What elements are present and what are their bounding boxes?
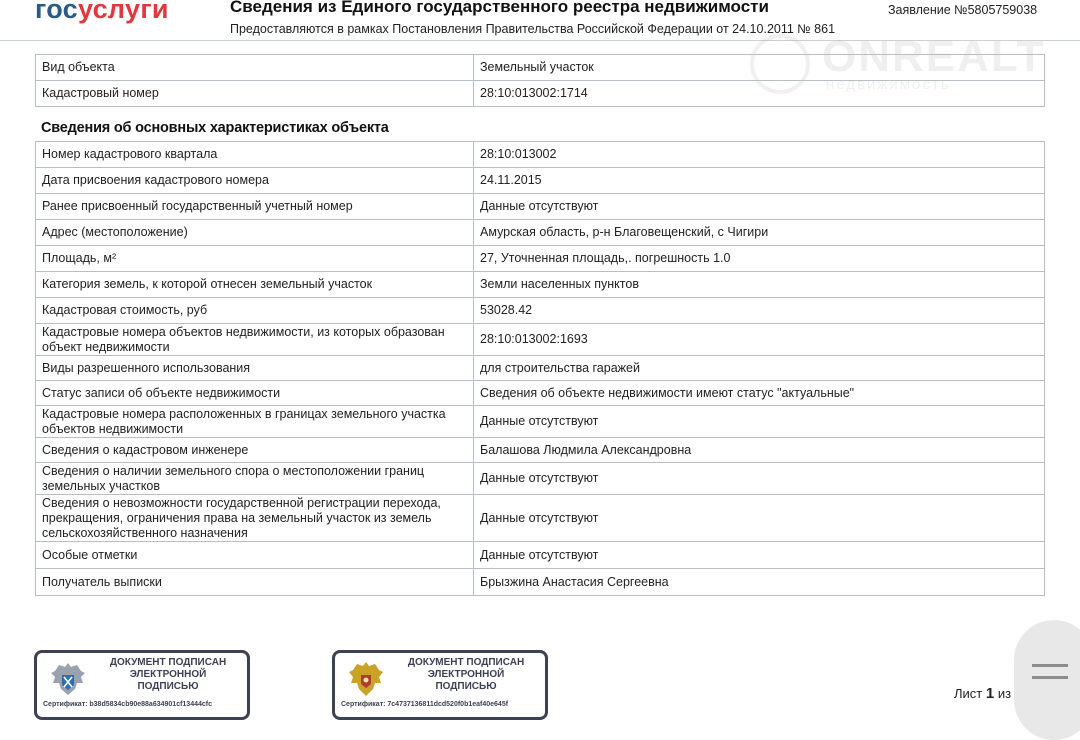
row-value: Брызжина Анастасия Сергеевна bbox=[474, 569, 1045, 596]
row-label: Категория земель, к которой отнесен земельный участок bbox=[36, 272, 474, 298]
document-header bbox=[0, 0, 1080, 41]
row-value: 27, Уточненная площадь,. погрешность 1.0 bbox=[474, 246, 1045, 272]
table-row bbox=[36, 168, 1045, 194]
row-value: Данные отсутствуют bbox=[474, 406, 1045, 438]
characteristics-table bbox=[35, 141, 1045, 596]
table-row bbox=[36, 324, 1045, 356]
row-label: Сведения о невозможности государственной регистрации перехода, прекращения, ограничения права на земельный участок из земель сельскохозяйственного назначения bbox=[36, 495, 474, 542]
row-value: 24.11.2015 bbox=[474, 168, 1045, 194]
russian-coat-of-arms-icon bbox=[347, 659, 385, 699]
watermark-subtext: недвижимость bbox=[826, 76, 951, 93]
row-value: Земельный участок bbox=[474, 55, 1045, 81]
table-row bbox=[36, 542, 1045, 569]
table-row bbox=[36, 356, 1045, 381]
row-label: Дата присвоения кадастрового номера bbox=[36, 168, 474, 194]
page-indicator bbox=[954, 685, 1011, 702]
row-label: Получатель выписки bbox=[36, 569, 474, 596]
row-value: Балашова Людмила Александровна bbox=[474, 438, 1045, 463]
stamp-text bbox=[391, 657, 541, 693]
signature-stamp bbox=[332, 650, 548, 720]
row-label: Ранее присвоенный государственный учетный номер bbox=[36, 194, 474, 220]
table-row bbox=[36, 569, 1045, 596]
table-row bbox=[36, 495, 1045, 542]
stamp-text bbox=[93, 657, 243, 693]
row-label: Сведения о наличии земельного спора о местоположении границ земельных участков bbox=[36, 463, 474, 495]
row-value: Данные отсутствуют bbox=[474, 463, 1045, 495]
stamp-line-2: ЭЛЕКТРОННОЙ bbox=[129, 669, 207, 680]
watermark-text: ONREALT bbox=[822, 32, 1046, 81]
row-value: Сведения об объекте недвижимости имеют статус "актуальные" bbox=[474, 381, 1045, 406]
row-label: Виды разрешенного использования bbox=[36, 356, 474, 381]
certificate-id: Сертификат: 7c4737136811dcd520f0b1eaf40e645f bbox=[341, 701, 509, 708]
stamp-line-1: ДОКУМЕНТ ПОДПИСАН bbox=[109, 657, 227, 668]
row-label: Кадастровая стоимость, руб bbox=[36, 298, 474, 324]
row-label: Статус записи об объекте недвижимости bbox=[36, 381, 474, 406]
document-subtitle: Предоставляются в рамках Постановления Правительства Российской Федерации от 24.10.2011 № 861 bbox=[230, 22, 836, 36]
drag-handle-icon bbox=[1032, 664, 1068, 667]
table-row bbox=[36, 220, 1045, 246]
row-label: Площадь, м² bbox=[36, 246, 474, 272]
page-suffix: из bbox=[997, 686, 1012, 701]
scroll-handle[interactable] bbox=[1014, 620, 1080, 740]
table-row bbox=[36, 406, 1045, 438]
row-value: 28:10:013002:1693 bbox=[474, 324, 1045, 356]
table-row bbox=[36, 81, 1045, 107]
row-value: Земли населенных пунктов bbox=[474, 272, 1045, 298]
document-title: Сведения из Единого государственного реестра недвижимости bbox=[230, 0, 769, 16]
row-label: Особые отметки bbox=[36, 542, 474, 569]
row-label: Адрес (местоположение) bbox=[36, 220, 474, 246]
table-row bbox=[36, 298, 1045, 324]
page-number: 1 bbox=[985, 685, 995, 702]
certificate-id: Сертификат: b38d5834cb90e88a634901cf13444cfc bbox=[43, 701, 212, 708]
logo-part-uslugi: услуги bbox=[77, 0, 169, 24]
table-row bbox=[36, 142, 1045, 168]
row-value: для строительства гаражей bbox=[474, 356, 1045, 381]
stamp-line-2: ЭЛЕКТРОННОЙ bbox=[427, 669, 505, 680]
table-row bbox=[36, 272, 1045, 298]
row-value: 53028.42 bbox=[474, 298, 1045, 324]
drag-handle-icon bbox=[1032, 676, 1068, 679]
row-value: Данные отсутствуют bbox=[474, 194, 1045, 220]
row-label: Вид объекта bbox=[36, 55, 474, 81]
gosuslugi-logo[interactable] bbox=[35, 0, 169, 26]
stamp-line-1: ДОКУМЕНТ ПОДПИСАН bbox=[407, 657, 525, 668]
logo-part-gos: гос bbox=[35, 0, 78, 24]
row-label: Номер кадастрового квартала bbox=[36, 142, 474, 168]
table-row bbox=[36, 55, 1045, 81]
row-label: Кадастровые номера расположенных в границах земельного участка объектов недвижимости bbox=[36, 406, 474, 438]
table-row bbox=[36, 438, 1045, 463]
row-value: Данные отсутствуют bbox=[474, 495, 1045, 542]
table-row bbox=[36, 463, 1045, 495]
row-value: 28:10:013002 bbox=[474, 142, 1045, 168]
row-value: 28:10:013002:1714 bbox=[474, 81, 1045, 107]
row-value: Данные отсутствуют bbox=[474, 542, 1045, 569]
table-row bbox=[36, 246, 1045, 272]
row-label: Кадастровый номер bbox=[36, 81, 474, 107]
row-label: Кадастровые номера объектов недвижимости, из которых образован объект недвижимости bbox=[36, 324, 474, 356]
signature-stamp bbox=[34, 650, 250, 720]
row-value: Амурская область, р-н Благовещенский, с Чигири bbox=[474, 220, 1045, 246]
stamp-line-3: ПОДПИСЬЮ bbox=[137, 681, 199, 692]
table-row bbox=[36, 381, 1045, 406]
section-title: Сведения об основных характеристиках объекта bbox=[41, 120, 389, 136]
application-number: Заявление №5805759038 bbox=[888, 3, 1038, 17]
row-label: Сведения о кадастровом инженере bbox=[36, 438, 474, 463]
page-prefix: Лист bbox=[954, 686, 983, 701]
table-row bbox=[36, 194, 1045, 220]
object-table bbox=[35, 54, 1045, 107]
rosreestr-eagle-icon bbox=[49, 659, 87, 699]
stamp-line-3: ПОДПИСЬЮ bbox=[435, 681, 497, 692]
